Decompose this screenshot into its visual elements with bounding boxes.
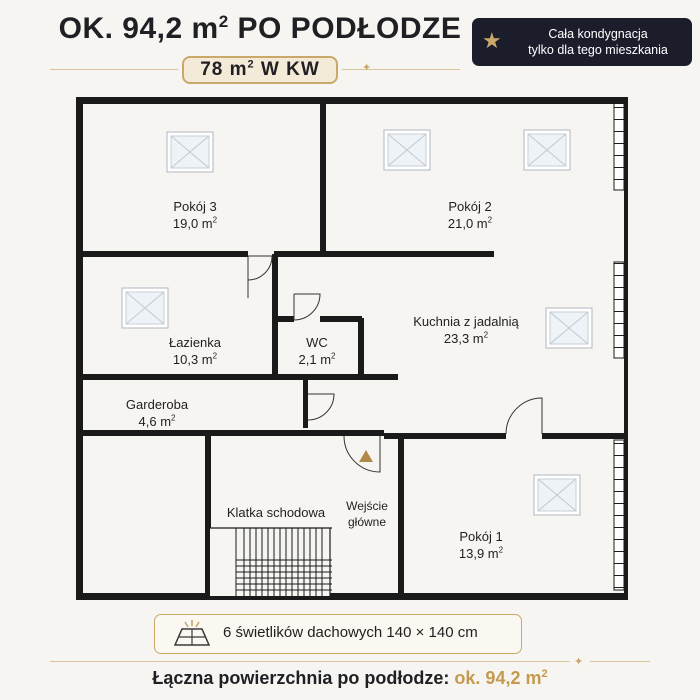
kw-area-badge: 78 $m^2$ W KW [182,56,338,84]
skylight-icon [534,475,580,515]
star-icon: ★ [482,28,502,53]
room-wc: WC 2,1 $m^2$ [298,335,336,367]
skylight-icon [169,619,215,649]
footer-divider [50,661,570,662]
room-kuchnia: Kuchnia z jadalnią 23,3 $m^2$ [413,314,519,346]
main-entrance-label: Wejście główne [346,499,388,529]
badge-line-2: tylko dla tego mieszkania [528,43,668,57]
legend-text: 6 świetlików dachowych 140 × 140 cm [223,624,478,641]
room-pokoj-3: Pokój 3 19,0 $m^2$ [172,199,218,231]
skylight-icon [122,288,168,328]
page-title: OK. 94,2 $m^2$ PO PODŁODZE [58,12,462,45]
room-lazienka: Łazienka 10,3 $m^2$ [168,335,222,367]
footer-divider-right [590,661,650,662]
room-garderoba: Garderoba 4,6 $m^2$ [125,397,189,429]
room-pokoj-1: Pokój 1 13,9 $m^2$ [458,529,504,561]
skylight-icon [524,130,570,170]
sparkle-icon: ✦ [574,656,584,668]
badge-line-1: Cała kondygnacja [548,27,648,41]
skylight-icon [167,132,213,172]
skylights-legend [154,614,522,654]
skylight-icon [384,130,430,170]
stairs [210,528,332,596]
room-pokoj-2: Pokój 2 21,0 $m^2$ [447,199,493,231]
skylight-icon [546,308,592,348]
total-area: Łączna powierzchnia po podłodze: ok. 94,2 $m^2$ [152,668,548,688]
sparkle-icon: ✦ [362,62,372,74]
room-klatka-schodowa: Klatka schodowa [226,505,326,520]
